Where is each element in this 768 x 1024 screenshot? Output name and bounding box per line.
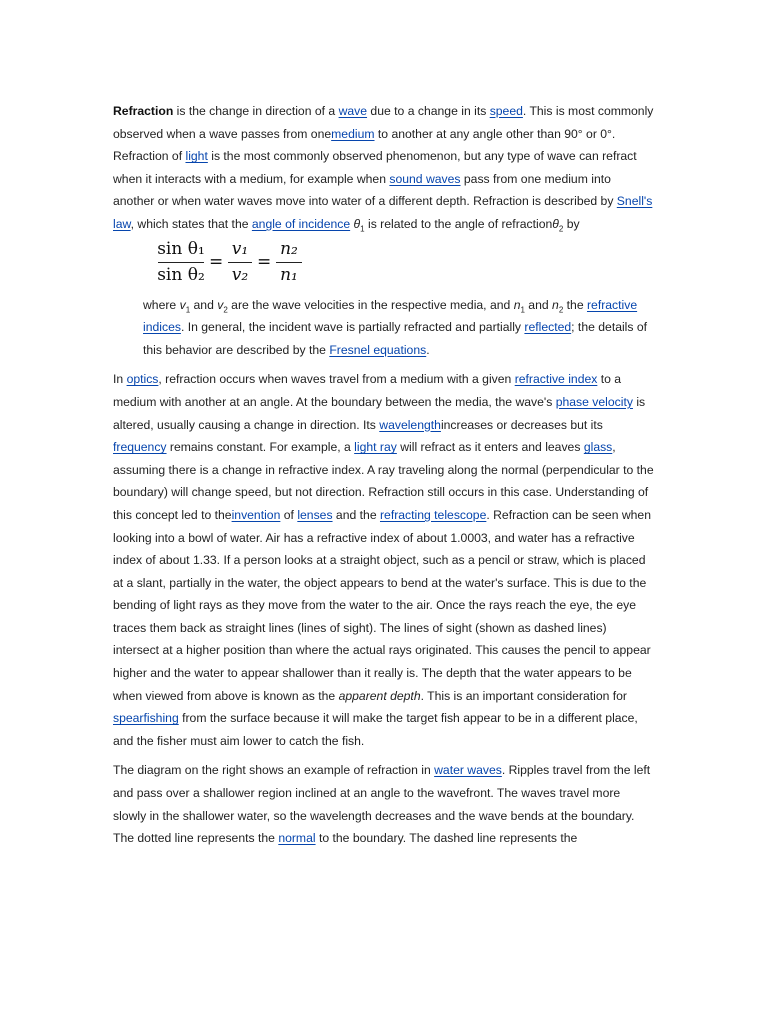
link-angle-of-incidence[interactable]: angle of incidence (251, 216, 351, 231)
link-optics[interactable]: optics (126, 372, 159, 387)
subscript: 1 (185, 305, 191, 314)
text: , refraction occurs when waves travel from a medium with a given (158, 372, 515, 387)
link-glass[interactable]: glass (583, 440, 613, 455)
paragraph-formula-explanation (143, 294, 654, 362)
text: due to a change in its (367, 104, 490, 118)
symbol-n2: n (552, 297, 559, 312)
term-refraction: Refraction (113, 104, 174, 118)
text: is the change in direction of a (173, 104, 339, 118)
text: are the wave velocities in the respective media, and (227, 297, 514, 312)
denominator: v₂ (231, 264, 249, 285)
paragraph-optics (113, 368, 654, 752)
link-fresnel-equations[interactable]: Fresnel equations (329, 342, 427, 357)
link-light-ray[interactable]: light ray (354, 440, 397, 455)
text: In (113, 372, 127, 387)
denominator: n₁ (280, 264, 298, 285)
link-speed[interactable]: speed (489, 104, 523, 118)
subscript: 2 (223, 305, 228, 314)
text: increases or decreases but its (440, 417, 603, 432)
symbol-v2: v (217, 297, 224, 312)
paragraph-water-waves (113, 759, 654, 849)
text: is altered, usually causing a change in direction. Its (113, 394, 646, 432)
text: pass from one medium into another or when water waves move into water of a different depth. Refraction is described by (113, 171, 617, 209)
text: will refract as it enters and leaves (396, 440, 584, 455)
snells-law-formula (157, 237, 654, 291)
equals-sign: = (257, 251, 272, 272)
link-spearfishing[interactable]: spearfishing (113, 711, 179, 726)
text: from the surface because it will make the target fish appear to be in a different place, and the fisher must aim lower to catch the fish. (113, 711, 638, 748)
text: of (280, 507, 298, 522)
link-wavelength[interactable]: wavelength (379, 417, 441, 432)
subscript: 2 (558, 305, 564, 314)
text: , assuming there is a change in refractive index. A ray traveling along the normal (perpendicular to the boundary) will change speed, but not direction. Refraction still occurs in this case. Understanding of this concept led to the (113, 440, 654, 522)
link-refracting-telescope[interactable]: refracting telescope (379, 507, 487, 522)
text: . This is an important consideration for (420, 688, 627, 703)
link-refractive-indices[interactable]: refractive indices (143, 297, 638, 335)
text: . Ripples travel from the left and pass over a shallower region inclined at an angle to the wavefront. The waves travel more slowly in the shallower water, so the wavelength decreases and the wave bends at the boundary. The dotted line represents the (113, 763, 651, 846)
text: . This is most commonly observed when a wave passes from one (113, 104, 654, 141)
link-snells-law[interactable]: Snell's law (113, 194, 653, 231)
text: is related to the angle of refraction (364, 216, 553, 231)
text: is the most commonly observed phenomenon, but any type of wave can refract when it interacts with a medium, for example when (113, 149, 637, 186)
text: the (563, 297, 587, 312)
link-water-waves[interactable]: water waves (434, 763, 502, 778)
subscript: 1 (520, 305, 525, 314)
fraction-sines (157, 237, 205, 288)
text: to another at any angle other than 90° or 0°. Refraction of (113, 126, 616, 164)
text: and the (332, 507, 380, 522)
text: . In general, the incident wave is partially refracted and partially (180, 320, 525, 335)
text: where (143, 297, 180, 312)
link-frequency[interactable]: frequency (113, 440, 167, 455)
link-phase-velocity[interactable]: phase velocity (555, 394, 633, 409)
fraction-indices (275, 237, 303, 288)
fraction-velocities (227, 237, 253, 288)
text: , which states that the (130, 216, 252, 231)
numerator: n₂ (280, 238, 298, 259)
paragraph-intro (113, 100, 654, 236)
link-normal[interactable]: normal (278, 831, 316, 846)
text: remains constant. For example, a (166, 440, 355, 455)
link-sound-waves[interactable]: sound waves (389, 171, 461, 186)
link-wave[interactable]: wave (338, 104, 368, 118)
text: to the boundary. The dashed line represents the (315, 831, 578, 846)
text: . Refraction can be seen when looking into a bowl of water. Air has a refractive index of about 1.0003, and water has a refractive index of about 1.33. If a person looks at a straight object, such as a pencil or straw, which is placed at a slant, partially in the water, the object appears to bend at the water's surface. This is due to the bending of light rays as they move from the water to the air. Once the rays reach the eye, the eye traces them back as straight lines (lines of sight). The lines of sight (shown as dashed lines) intersect at a higher position than where the actual rays originated. This causes the pencil to appear higher and the water to appear shallower than it really is. The depth that the water appears to be when viewed from above is known as the (113, 507, 651, 703)
text: by (563, 216, 580, 231)
text: to a medium with another at an angle. At the boundary between the media, the wave's (113, 372, 622, 409)
denominator: sin θ₂ (157, 264, 205, 285)
link-reflected[interactable]: reflected (524, 320, 572, 335)
equals-sign: = (209, 251, 224, 272)
symbol-theta2: θ (552, 216, 559, 231)
link-refractive-index[interactable]: refractive index (514, 372, 598, 387)
text: and (190, 297, 218, 312)
text: The diagram on the right shows an example of refraction in (113, 763, 435, 778)
term-apparent-depth: apparent depth (338, 688, 421, 703)
article-body (113, 100, 654, 850)
numerator: v₁ (231, 238, 249, 259)
symbol-n1: n (513, 297, 521, 312)
link-lenses[interactable]: lenses (297, 507, 333, 522)
link-medium[interactable]: medium (331, 126, 375, 141)
text: . (426, 342, 430, 357)
text: ; the details of this behavior are described by the (143, 320, 648, 357)
subscript: 2 (558, 224, 564, 234)
subscript: 1 (360, 224, 365, 234)
text: and (524, 297, 553, 312)
symbol-theta1: θ (353, 216, 361, 231)
link-light[interactable]: light (185, 149, 208, 164)
symbol-v1: v (179, 297, 186, 312)
numerator: sin θ₁ (157, 238, 205, 259)
link-invention[interactable]: invention (231, 507, 281, 522)
